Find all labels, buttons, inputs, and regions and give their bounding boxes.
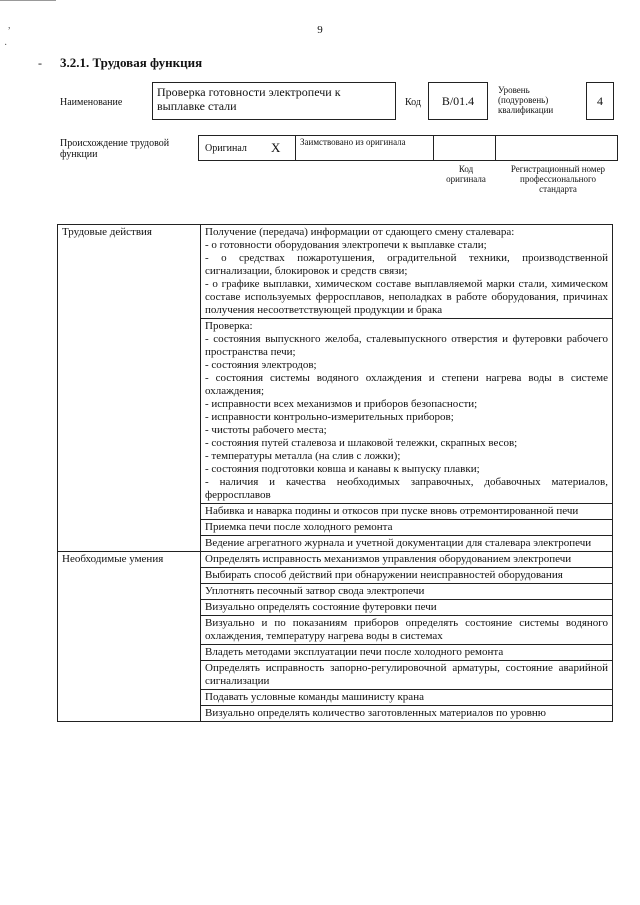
level-label: Уровень (подуровень) квалификации [498,85,554,115]
level-value-box [586,82,614,120]
section-title: Трудовые действия [58,225,201,552]
code-value: B/01.4 [441,94,475,108]
name-value-box [152,82,396,120]
table-cell: Визуально определять состояние футеровки печи [201,600,613,616]
borrowed-label: Заимствовано из оригинала [300,137,406,147]
code-original-cell [433,136,496,160]
page-number: 9 [317,24,323,36]
reg-number-cell [495,136,617,160]
reg-number-caption: Регистрационный номер профессионального стандарта [510,164,606,194]
table-cell: Выбирать способ действий при обнаружении неисправностей оборудования [201,568,613,584]
table-row [58,552,613,568]
code-original-caption: Код оригинала [446,164,486,184]
name-value: Проверка готовности электропечи к выплавке стали [157,85,341,113]
table-cell: Владеть методами эксплуатации печи после холодного ремонта [201,645,613,661]
original-cell [199,136,296,160]
table-cell: Визуально и по показаниям приборов определять состояние системы водяного охлаждения, температуру нагрева воды в системах [201,616,613,645]
original-label: Оригинал [205,143,247,154]
code-label: Код [405,97,421,108]
borrowed-cell [295,136,434,160]
original-mark: X [271,140,281,155]
section-title: Необходимые умения [58,552,201,722]
table-cell: Подавать условные команды машинисту крана [201,690,613,706]
scan-mark: · [4,40,8,51]
level-value: 4 [597,94,603,108]
function-table-body [58,225,613,722]
table-cell: Определять исправность механизмов управления оборудованием электропечи [201,552,613,568]
table-cell: Визуально определять количество заготовленных материалов по уровню [201,706,613,722]
scan-mark: , [8,20,11,31]
table-cell: Определять исправность запорно-регулировочной арматуры, состояние аварийной сигнализации [201,661,613,690]
section-heading: 3.2.1. Трудовая функция [60,55,203,70]
scan-mark-top [0,0,56,1]
code-value-box [428,82,488,120]
table-row [58,225,613,319]
table-cell: Набивка и наварка подины и откосов при пуске вновь отремонтированной печи [201,504,613,520]
function-table [57,224,613,722]
table-cell: Приемка печи после холодного ремонта [201,520,613,536]
table-cell: Уплотнять песочный затвор свода электропечи [201,584,613,600]
bullet-dot: - [38,56,42,70]
table-cell: Получение (передача) информации от сдающего смену сталевара: - о готовности оборудования электропечи к выплавке стали; - о средствах пожаротушения, оградительной техники, производственной сигнализации, блокировок и средств связи; - о графике выплавки, химическом составе выплавляемой марки стали, химическом составе используемых ферросплавов, неполадках в работе оборудования, причинах получения несоответствующей продукции и брака [201,225,613,319]
origin-row [198,135,618,161]
origin-label: Происхождение трудовой функции [60,138,170,160]
table-cell: Проверка: - состояния выпускного желоба, сталевыпускного отверстия и футеровки рабочего пространства печи; - состояния электродов; - состояния системы водяного охлаждения и степени нагрева воды в системе охлаждения; - исправности всех механизмов и приборов безопасности; - исправности контрольно-измерительных приборов; - чистоты рабочего места; - состояния путей сталевоза и шлаковой тележки, скрапных весов; - температуры металла (на слив с ложки); - состояния подготовки ковша и канавы к выпуску плавки; - наличия и качества необходимых заправочных, добавочных материалов, ферросплавов [201,319,613,504]
name-label: Наименование [60,97,123,108]
table-cell: Ведение агрегатного журнала и учетной документации для сталевара электропечи [201,536,613,552]
